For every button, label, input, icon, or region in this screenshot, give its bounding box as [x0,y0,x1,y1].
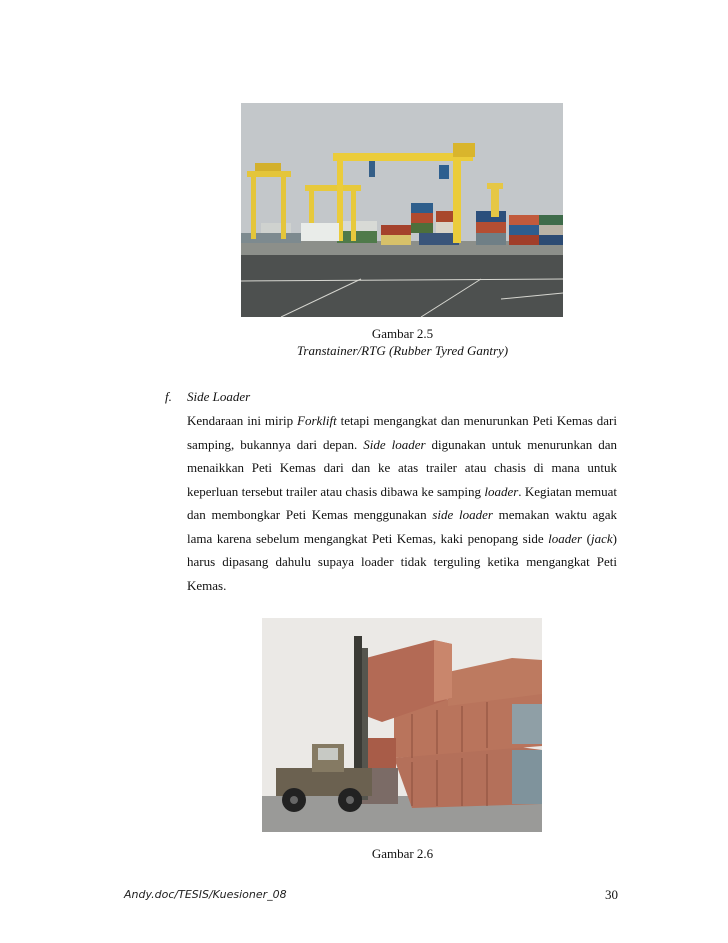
paragraph-run-italic: Side loader [363,436,426,452]
paragraph-run-italic: loader [548,530,583,546]
paragraph-run: ) harus dipasang dahulu supaya loader tidak terguling ketika mengangkat Peti Kemas. [187,530,617,593]
paragraph-run-italic: jack [591,530,613,546]
figure-side-loader-photo [262,618,542,832]
footer-source: Andy.doc/TESIS/Kuesioner_08 [124,888,287,901]
lifted-container-end [434,640,452,702]
figure-2-caption-title: Gambar 2.6 [371,846,434,861]
paragraph-run: digunakan untuk menurunkan dan menaikkan Peti Kemas dari dan ke atas trailer atau chasis di mana untuk keperluan tersebut trailer atau chasis dibawa ke samping [187,436,618,499]
figure-1-caption-subtitle: Transtainer/RTG (Rubber Tyred Gantry) [296,343,509,358]
paragraph-run: Kendaraan ini mirip [187,413,298,428]
paragraph-run: tetapi mengangkat dan menurunkan Peti Kemas dari samping, bukannya dari depan. [187,413,618,452]
paragraph-run-italic: Forklift [297,413,337,428]
paragraph-run: ( [582,530,591,546]
figure-rtg-photo [241,103,563,317]
page-number: 30 [605,887,618,902]
side-loader-illustration [262,618,542,832]
paragraph-run: memakan waktu agak lama karena sebelum mengangkat Peti Kemas, kaki penopang side [187,507,618,546]
office-building [301,223,339,241]
figure-1-caption-title: Gambar 2.5 [371,326,434,341]
section-title: Side Loader [187,389,251,404]
section-marker: f. [165,389,172,404]
paragraph-run-italic: loader [484,483,519,499]
rtg-illustration [241,103,563,317]
paragraph-run-italic: side loader [432,507,493,522]
asphalt-yard [241,255,563,317]
section-paragraph [187,409,617,597]
paragraph-run: . Kegiatan memuat dan membongkar Peti Kemas menggunakan [187,483,617,522]
